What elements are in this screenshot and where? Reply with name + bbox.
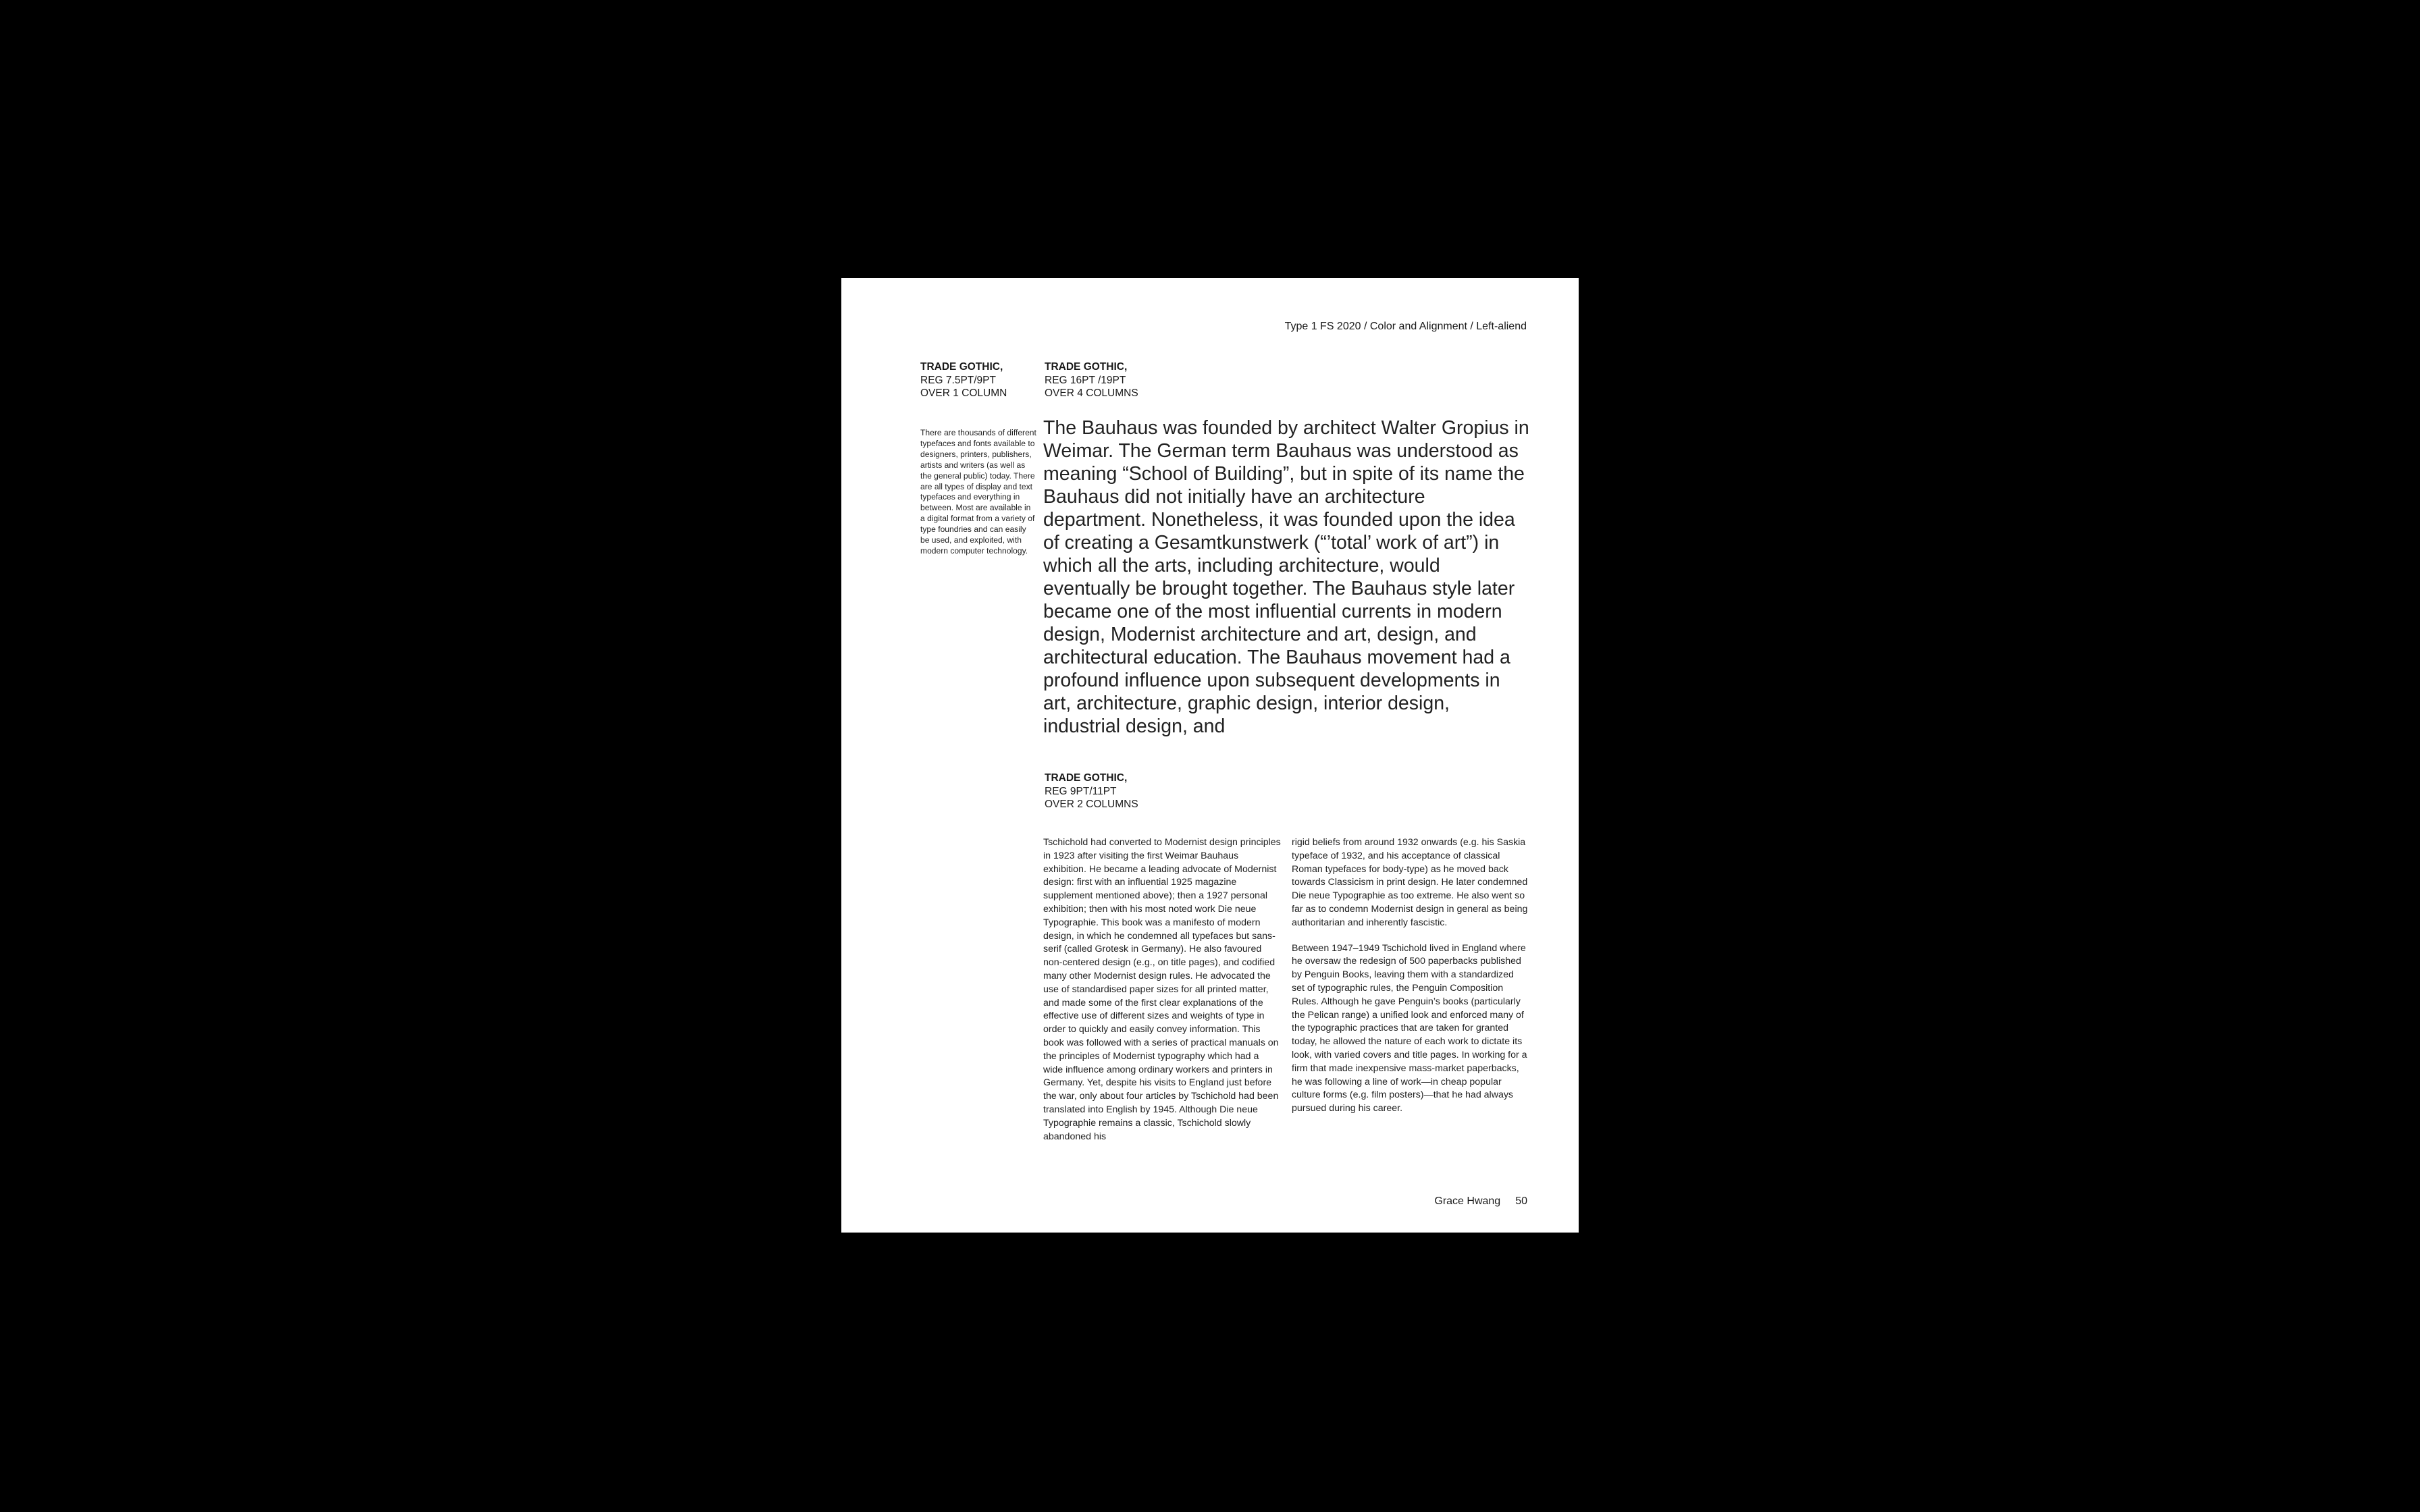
type-spec-body [1045, 772, 1138, 811]
sidebar-paragraph: There are thousands of different typefaces and fonts available to designers, printers, publishers, artists and writers (as well as the general public) today. There are all types of display and text typefaces and everything in between. Most are available in a digital format from a variety of type foundries and can easily be used, and exploited, with modern computer technology. [920, 428, 1036, 556]
type-spec-small [920, 360, 1007, 400]
type-spec-span: OVER 4 COLUMNS [1045, 387, 1138, 399]
page-footer [1434, 1195, 1527, 1208]
page-number: 50 [1515, 1195, 1527, 1207]
type-spec-size: REG 9PT/11PT [1045, 785, 1117, 797]
type-spec-span: OVER 2 COLUMNS [1045, 799, 1138, 810]
type-spec-font-name: TRADE GOTHIC, [1045, 772, 1128, 784]
type-spec-font-name: TRADE GOTHIC, [920, 361, 1003, 373]
body-paragraph: rigid beliefs from around 1932 onwards (e.g. his Saskia typeface of 1932, and his acceptance of classical Roman typefaces for body-type) as he moved back towards Classicism in print design. He later condemned Die neue Typographie as too extreme. He also went so far as to condemn Modernist design in general as being authoritarian and inherently fascistic. [1292, 837, 1528, 928]
document-page [841, 278, 1579, 1233]
type-spec-size: REG 16PT /19PT [1045, 374, 1126, 386]
type-spec-large [1045, 360, 1138, 400]
body-column-1 [1043, 836, 1281, 1143]
body-paragraph: Tschichold had converted to Modernist design principles in 1923 after visiting the first Weimar Bauhaus exhibition. He became a leading advocate of Modernist design: first with an influential 1925 magazine supplement mentioned above); then a 1927 personal exhibition; then with his most noted work Die neue Typographie. This book was a manifesto of modern design, in which he condemned all typefaces but sans-serif (called Grotesk in Germany). He also favoured non-centered design (e.g., on title pages), and codified many other Modernist design rules. He advocated the use of standardised paper sizes for all printed matter, and made some of the first clear explanations of the effective use of different sizes and weights of type in order to quickly and easily convey information. This book was followed with a series of practical manuals on the principles of Modernist typography which had a wide influence among ordinary workers and printers in Germany. Yet, despite his visits to England just before the war, only about four articles by Tschichold had been translated into English by 1945. Although Die neue Typographie remains a classic, Tschichold slowly abandoned his [1043, 837, 1281, 1142]
large-paragraph: The Bauhaus was founded by architect Walter Gropius in Weimar. The German term Bauhaus was understood as meaning “School of Building”, but in spite of its name the Bauhaus did not initially have an architecture department. Nonetheless, it was founded upon the idea of creating a Gesamtkunstwerk (“’total’ work of art”) in which all the arts, including architecture, would eventually be brought together. The Bauhaus style later became one of the most influential currents in modern design, Modernist architecture and art, design, and architectural education. The Bauhaus movement had a profound influence upon subsequent developments in art, architecture, graphic design, interior design, industrial design, and [1043, 417, 1529, 737]
type-spec-size: REG 7.5PT/9PT [920, 374, 996, 386]
type-spec-font-name: TRADE GOTHIC, [1045, 361, 1128, 373]
body-column-2 [1292, 836, 1528, 1116]
page-header: Type 1 FS 2020 / Color and Alignment / Left-aliend [1284, 321, 1527, 332]
author-name: Grace Hwang [1434, 1195, 1501, 1207]
type-spec-span: OVER 1 COLUMN [920, 387, 1007, 399]
body-paragraph: Between 1947–1949 Tschichold lived in England where he oversaw the redesign of 500 paperbacks published by Penguin Books, leaving them with a standardized set of typographic rules, the Penguin Composition Rules. Although he gave Penguin’s books (particularly the Pelican range) a unified look and enforced many of the typographic practices that are taken for granted today, he allowed the nature of each work to dictate its look, with varied covers and title pages. In working for a firm that made inexpensive mass-market paperbacks, he was following a line of work—in cheap popular culture forms (e.g. film posters)—that he had always pursued during his career. [1292, 942, 1527, 1114]
